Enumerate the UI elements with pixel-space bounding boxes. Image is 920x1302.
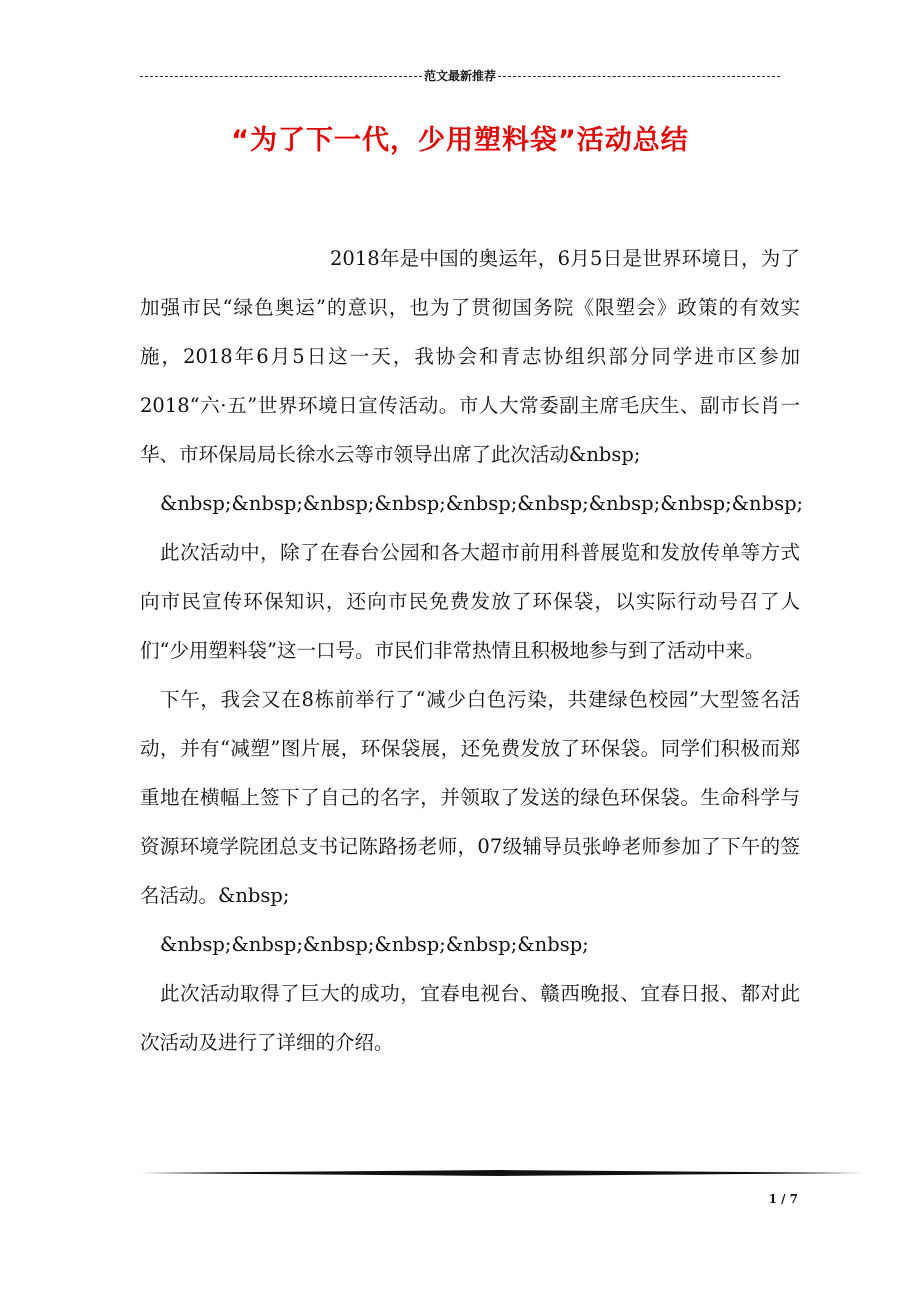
page-header xyxy=(140,66,780,86)
document-title: “为了下一代，少用塑料袋”活动总结 xyxy=(231,125,689,156)
paragraph-spacer-2: &nbsp;&nbsp;&nbsp;&nbsp;&nbsp;&nbsp; xyxy=(160,933,589,956)
paragraph-afternoon: 下午，我会又在8栋前举行了“减少白色污染，共建绿色校园”大型签名活动，并有“减塑”图片展，环保袋展，还免费发放了环保袋。同学们积极而郑重地在横幅上签下了自己的名字，并领取了发送的绿色环保袋。生命科学与资源环境学院团总支书记陈路扬老师，07级辅导员张峥老师参加了下午的签名活动。&nbsp; xyxy=(140,688,800,907)
paragraph-intro: 2018年是中国的奥运年，6月5日是世界环境日，为了加强市民“绿色奥运”的意识，也为了贯彻国务院《限塑会》政策的有效实施，2018年6月5日这一天，我协会和青志协组织部分同学进市区参加2018“六·五”世界环境日宣传活动。市人大常委副主席毛庆生、副市长肖一华、市环保局局长徐水云等市领导出席了此次活动&nbsp; xyxy=(140,247,800,466)
header-label: 范文最新推荐 xyxy=(424,69,497,83)
page-number: 1 / 7 xyxy=(768,1192,798,1206)
footer-rule xyxy=(140,1170,863,1176)
header-dashes-right xyxy=(498,76,780,77)
paragraph-activity: 此次活动中，除了在春台公园和各大超市前用科普展览和发放传单等方式向市民宣传环保知识，还向市民免费发放了环保袋，以实际行动号召了人们“少用塑料袋”这一口号。市民们非常热情且积极地参与到了活动中来。 xyxy=(140,541,800,662)
document-body xyxy=(140,234,804,1067)
paragraph-conclusion: 此次活动取得了巨大的成功，宜春电视台、赣西晚报、宜春日报、都对此次活动及进行了详细的介绍。 xyxy=(140,982,800,1054)
header-dashes-left xyxy=(140,76,422,77)
paragraph-spacer-1: &nbsp;&nbsp;&nbsp;&nbsp;&nbsp;&nbsp;&nbsp;&nbsp;&nbsp; xyxy=(160,492,804,515)
